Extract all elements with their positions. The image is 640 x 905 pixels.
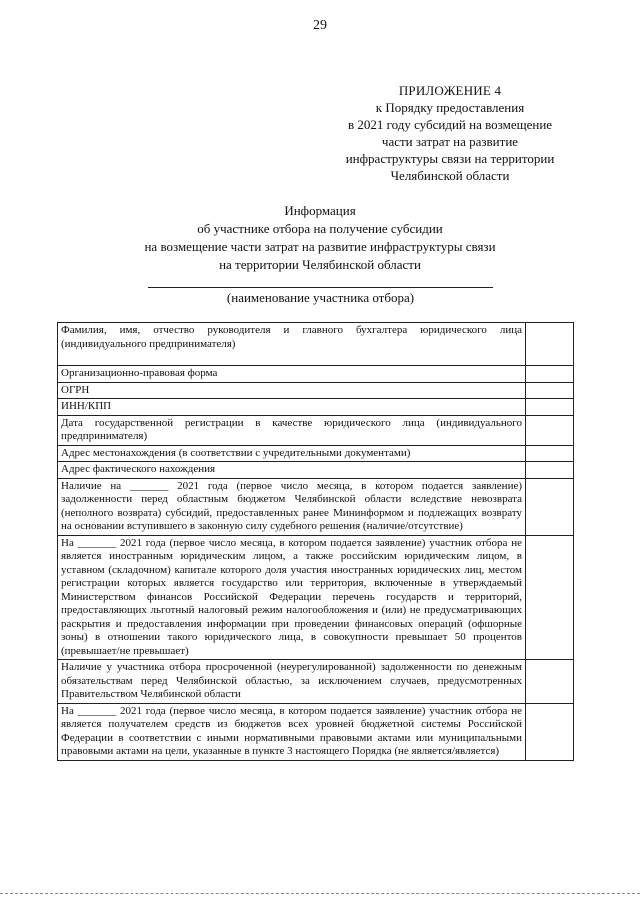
- info-table: [57, 322, 574, 761]
- document-title: [60, 202, 580, 274]
- participant-name-caption: (наименование участника отбора): [226, 290, 415, 305]
- title-line: на возмещение части затрат на развитие инфраструктуры связи: [144, 239, 496, 254]
- participant-name-line[interactable]: [148, 287, 493, 288]
- table-row: [58, 478, 574, 535]
- row-label: Адрес фактического нахождения: [58, 462, 526, 479]
- row-label: ОГРН: [58, 382, 526, 399]
- page-number: 29: [313, 18, 327, 33]
- appendix-line: инфраструктуры связи на территории: [345, 151, 555, 166]
- row-label: ИНН/КПП: [58, 399, 526, 416]
- row-label: На _______ 2021 года (первое число месяца, в котором подается заявление) участник отбора не является получателем средств из бюджетов всех уровней бюджетной системы Российской Федерации в соответствии с иными нормативными правовыми актами или муниципальными правовыми актами на цели, указанные в пункте 3 настоящего Порядка (не является/является): [58, 703, 526, 760]
- appendix-line: Челябинской области: [390, 168, 510, 183]
- table-row: [58, 399, 574, 416]
- table-row: [58, 415, 574, 445]
- row-text: Фамилия, имя, отчество руководителя и главного бухгалтера юридического лица (индивидуального предпринимателя): [61, 324, 522, 350]
- row-label: Наличие на _______ 2021 года (первое число месяца, в котором подается заявление) задолженности перед областным бюджетом Челябинской области вследствие невозврата (неполного возврата) субсидий, предоставленных ранее Мининформом и подлежащих возврату на основании вступившего в законную силу судебного решения (наличие/отсутствие): [58, 478, 526, 535]
- appendix-block: [300, 82, 600, 184]
- answer-cell[interactable]: [526, 445, 574, 462]
- table-row: [58, 462, 574, 479]
- answer-cell[interactable]: [526, 535, 574, 660]
- table-row: [58, 366, 574, 383]
- answer-cell[interactable]: [526, 366, 574, 383]
- row-label: Адрес местонахождения (в соответствии с учредительными документами): [58, 445, 526, 462]
- answer-cell[interactable]: [526, 462, 574, 479]
- table-row: [58, 382, 574, 399]
- appendix-heading: ПРИЛОЖЕНИЕ 4: [398, 83, 502, 98]
- row-label: Организационно-правовая форма: [58, 366, 526, 383]
- title-line: об участнике отбора на получение субсидии: [197, 221, 443, 236]
- answer-cell[interactable]: [526, 382, 574, 399]
- title-line: на территории Челябинской области: [219, 257, 421, 272]
- table-row: [58, 535, 574, 660]
- answer-cell[interactable]: [526, 323, 574, 366]
- table-row: [58, 660, 574, 704]
- row-label: [58, 323, 526, 366]
- answer-cell[interactable]: [526, 415, 574, 445]
- title-heading: Информация: [284, 203, 356, 218]
- appendix-line: части затрат на развитие: [381, 134, 519, 149]
- table-row: [58, 703, 574, 760]
- table-row: [58, 323, 574, 366]
- answer-cell[interactable]: [526, 478, 574, 535]
- row-label: Дата государственной регистрации в качестве юридического лица (индивидуального предпринимателя): [58, 415, 526, 445]
- table-row: [58, 445, 574, 462]
- appendix-line: к Порядку предоставления: [375, 100, 525, 115]
- row-label: На _______ 2021 года (первое число месяца, в котором подается заявление) участник отбора не является иностранным юридическим лицом, а также российским юридическим лицом, в уставном (складочном) капитале которого доля участия иностранных юридических лиц, местом регистрации которых является государство или территория, включенные в утверждаемый Министерством финансов Российской Федерации перечень государств и территорий, предоставляющих льготный налоговый режим налогообложения и (или) не предусматривающих раскрытия и предоставления информации при проведении финансовых операций (офшорные зоны) в отношении такого юридического лица, в совокупности превышает 50 процентов (превышает/не превышает): [58, 535, 526, 660]
- answer-cell[interactable]: [526, 703, 574, 760]
- answer-cell[interactable]: [526, 399, 574, 416]
- page-edge-rule: [0, 893, 640, 894]
- row-label: Наличие у участника отбора просроченной (неурегулированной) задолженности по денежным обязательствам перед Челябинской областью, за исключением случаев, предусмотренных Правительством Челябинской области: [58, 660, 526, 704]
- appendix-line: в 2021 году субсидий на возмещение: [347, 117, 553, 132]
- answer-cell[interactable]: [526, 660, 574, 704]
